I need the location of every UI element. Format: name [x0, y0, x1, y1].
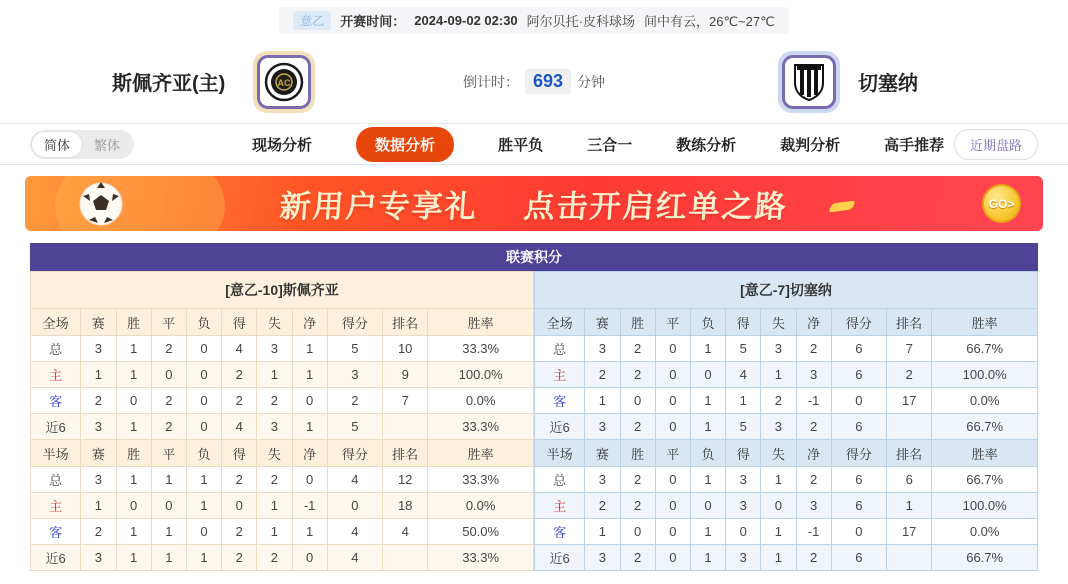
row-label-home: 主 [535, 362, 585, 388]
nav-tab-5[interactable]: 裁判分析 [780, 136, 841, 154]
stat-cell: 0 [292, 388, 327, 414]
stat-cell: 0.0% [932, 388, 1038, 414]
stat-cell: 2 [257, 545, 292, 571]
stat-cell [383, 545, 428, 571]
stat-cell: 2 [620, 362, 655, 388]
stat-cell: 3 [585, 414, 620, 440]
stat-cell: 3 [726, 467, 761, 493]
row-label-total: 总 [535, 336, 585, 362]
stat-cell: 1 [116, 545, 151, 571]
language-toggle [30, 130, 134, 159]
row-label-home: 主 [31, 362, 81, 388]
stat-cell: 0 [116, 493, 151, 519]
stat-cell: 1 [690, 467, 725, 493]
stat-cell: 1 [116, 414, 151, 440]
stat-cell: 3 [257, 336, 292, 362]
stat-cell: 2 [796, 545, 831, 571]
stat-cell: 1 [292, 519, 327, 545]
stat-cell: 3 [585, 467, 620, 493]
home-team-name: 斯佩齐亚(主) [112, 73, 226, 95]
stat-cell: 2 [222, 388, 257, 414]
stat-cell: 0 [831, 519, 886, 545]
stat-cell: 4 [383, 519, 428, 545]
stat-cell [887, 545, 932, 571]
column-header: 全场 [535, 309, 585, 336]
svg-text:AC: AC [277, 77, 291, 88]
stat-cell: 1 [585, 388, 620, 414]
column-header: 负 [690, 309, 725, 336]
column-header: 失 [257, 309, 292, 336]
stat-cell: 12 [383, 467, 428, 493]
column-header: 胜 [116, 309, 151, 336]
home-team-badge-icon [264, 62, 304, 102]
stat-cell: 2 [151, 414, 186, 440]
stat-cell: 3 [81, 545, 116, 571]
stat-cell: 2 [796, 414, 831, 440]
column-header: 平 [655, 309, 690, 336]
stat-cell: 66.7% [932, 336, 1038, 362]
standings-left [30, 271, 534, 571]
lang-traditional-button[interactable]: 繁体 [94, 137, 121, 153]
stat-cell: 3 [796, 493, 831, 519]
match-info-pill [279, 7, 788, 34]
stat-cell: 5 [327, 336, 382, 362]
table-row [31, 545, 534, 571]
stat-cell: 1 [151, 545, 186, 571]
stat-cell: 0 [655, 362, 690, 388]
go-button-label: GO> [988, 196, 1015, 211]
nav-tabs [252, 127, 944, 162]
row-label-home: 主 [31, 493, 81, 519]
stat-cell: 1 [292, 362, 327, 388]
column-header: 胜率 [428, 440, 534, 467]
nav-tab-4[interactable]: 教练分析 [676, 136, 737, 154]
column-header: 全场 [31, 309, 81, 336]
stat-cell: 1 [186, 493, 221, 519]
stat-cell [383, 414, 428, 440]
stat-cell: 0 [655, 414, 690, 440]
stat-cell: -1 [796, 519, 831, 545]
row-label-away: 客 [535, 388, 585, 414]
column-header: 得分 [327, 440, 382, 467]
stat-cell: 6 [831, 362, 886, 388]
banner-text [278, 181, 789, 226]
away-team-badge-icon [790, 62, 828, 102]
stat-cell: 0 [690, 362, 725, 388]
stat-cell [887, 414, 932, 440]
column-header: 得分 [831, 440, 886, 467]
column-header: 净 [796, 309, 831, 336]
standings-title: 联赛积分 [30, 243, 1038, 271]
stat-cell: 0 [690, 493, 725, 519]
stat-cell: 0 [151, 493, 186, 519]
row-label-total: 总 [535, 467, 585, 493]
stat-cell: 10 [383, 336, 428, 362]
row-label-total: 总 [31, 467, 81, 493]
stat-cell: 0 [726, 519, 761, 545]
column-header: 负 [186, 309, 221, 336]
column-header: 胜率 [428, 309, 534, 336]
stat-cell: 3 [796, 362, 831, 388]
countdown-label: 倒计时： [462, 73, 519, 90]
stat-cell: 1 [292, 414, 327, 440]
stat-cell: 33.3% [428, 545, 534, 571]
stat-cell: 17 [887, 388, 932, 414]
weather-text: 间中有云，26℃~27℃ [644, 13, 775, 29]
column-header: 胜率 [932, 309, 1038, 336]
column-header: 失 [257, 440, 292, 467]
row-label-recent: 近6 [31, 545, 81, 571]
stat-cell: 5 [327, 414, 382, 440]
stat-cell: 1 [81, 362, 116, 388]
row-label-recent: 近6 [31, 414, 81, 440]
stat-cell: 17 [887, 519, 932, 545]
stat-cell: 100.0% [932, 493, 1038, 519]
stat-cell: 6 [887, 467, 932, 493]
stat-cell: 2 [887, 362, 932, 388]
stat-cell: 0 [655, 336, 690, 362]
stat-cell: 0.0% [428, 388, 534, 414]
stat-cell: 2 [222, 467, 257, 493]
stat-cell: 3 [81, 414, 116, 440]
stat-cell: 4 [327, 467, 382, 493]
stat-cell: 2 [620, 336, 655, 362]
stat-cell: 1 [116, 467, 151, 493]
table-row [31, 493, 534, 519]
table-row [31, 336, 534, 362]
table-row [535, 493, 1038, 519]
stat-cell: 4 [222, 336, 257, 362]
stat-cell: 4 [222, 414, 257, 440]
stat-cell: 1 [257, 493, 292, 519]
nav-tab-6[interactable]: 高手推荐 [884, 136, 945, 154]
stat-cell: 3 [81, 336, 116, 362]
stat-cell: 2 [796, 336, 831, 362]
stat-cell: 2 [585, 493, 620, 519]
stat-cell: 2 [257, 388, 292, 414]
stat-cell: 3 [257, 414, 292, 440]
stat-cell: 2 [81, 519, 116, 545]
column-header: 赛 [81, 440, 116, 467]
stat-cell: 2 [620, 493, 655, 519]
column-header: 胜率 [932, 440, 1038, 467]
kickoff-label: 开赛时间： [340, 13, 406, 29]
stat-cell: 3 [726, 493, 761, 519]
stat-cell: 0 [151, 362, 186, 388]
stat-cell: 2 [222, 362, 257, 388]
match-header [0, 40, 1068, 124]
stat-cell: 9 [383, 362, 428, 388]
stat-cell: 7 [887, 336, 932, 362]
table-row [31, 467, 534, 493]
row-label-away: 客 [31, 519, 81, 545]
stat-cell: 2 [620, 545, 655, 571]
stat-cell: 18 [383, 493, 428, 519]
stat-cell: 2 [81, 388, 116, 414]
column-header: 排名 [887, 440, 932, 467]
row-label-away: 客 [535, 519, 585, 545]
table-row [535, 414, 1038, 440]
stat-cell: 6 [831, 545, 886, 571]
recent-trend-button[interactable]: 近期盘路 [954, 129, 1038, 160]
stat-cell: 66.7% [932, 467, 1038, 493]
column-header: 失 [761, 309, 796, 336]
stat-cell: 0 [655, 388, 690, 414]
stat-cell: 1 [761, 467, 796, 493]
row-label-total: 总 [31, 336, 81, 362]
stat-cell: 1 [186, 545, 221, 571]
league-standings-section [30, 243, 1038, 571]
stat-cell: 0 [222, 493, 257, 519]
standings-right [534, 271, 1038, 571]
stat-cell: 2 [151, 336, 186, 362]
stat-cell: 1 [151, 467, 186, 493]
column-header: 半场 [31, 440, 81, 467]
table-row [535, 519, 1038, 545]
stat-cell: 66.7% [932, 414, 1038, 440]
stat-cell: 0.0% [932, 519, 1038, 545]
stat-cell: 0 [186, 414, 221, 440]
right-team-header: [意乙-7]切塞纳 [535, 272, 1038, 309]
table-row [31, 414, 534, 440]
stat-cell: 2 [222, 545, 257, 571]
stat-cell: 1 [690, 336, 725, 362]
stat-cell: 0 [186, 388, 221, 414]
stat-cell: 1 [116, 362, 151, 388]
countdown [463, 69, 605, 94]
home-team-logo [253, 51, 315, 113]
venue-text: 阿尔贝托·皮科球场 [526, 13, 635, 29]
soccer-ball-icon [77, 180, 125, 228]
column-header: 得分 [327, 309, 382, 336]
countdown-unit: 分钟 [577, 73, 606, 90]
row-label-recent: 近6 [535, 545, 585, 571]
away-team-logo [778, 51, 840, 113]
column-header: 得 [726, 440, 761, 467]
column-header: 得 [222, 440, 257, 467]
stat-cell: 4 [726, 362, 761, 388]
stat-cell: 1 [690, 414, 725, 440]
column-header: 净 [292, 309, 327, 336]
table-row [535, 362, 1038, 388]
column-header: 胜 [116, 440, 151, 467]
stat-cell: 1 [585, 519, 620, 545]
stat-cell: 1 [690, 519, 725, 545]
stat-cell: 33.3% [428, 467, 534, 493]
column-header: 得分 [831, 309, 886, 336]
stat-cell: 0 [620, 519, 655, 545]
stat-cell: 1 [761, 519, 796, 545]
stat-cell: 2 [222, 519, 257, 545]
stat-cell: 1 [761, 545, 796, 571]
stat-cell: 0 [292, 545, 327, 571]
stat-cell: 1 [81, 493, 116, 519]
home-team-block [112, 51, 315, 113]
stat-cell: 7 [383, 388, 428, 414]
column-header: 平 [655, 440, 690, 467]
table-row [31, 519, 534, 545]
stat-cell: 1 [257, 362, 292, 388]
nav-bar [0, 124, 1068, 165]
column-header: 赛 [585, 440, 620, 467]
column-header: 净 [292, 440, 327, 467]
table-row [535, 467, 1038, 493]
stat-cell: 2 [327, 388, 382, 414]
stat-cell: 0 [761, 493, 796, 519]
top-info-bar [0, 0, 1068, 40]
stat-cell: 3 [585, 336, 620, 362]
stat-cell: 0 [327, 493, 382, 519]
row-label-away: 客 [31, 388, 81, 414]
countdown-value: 693 [525, 69, 571, 94]
stat-cell: 1 [690, 388, 725, 414]
promo-banner[interactable] [25, 176, 1043, 231]
stat-cell: 0 [292, 467, 327, 493]
column-header: 平 [151, 440, 186, 467]
stat-cell: 2 [761, 388, 796, 414]
stat-cell: 0 [620, 388, 655, 414]
stat-cell: 3 [761, 336, 796, 362]
lang-simplified-button[interactable]: 简体 [32, 132, 82, 157]
column-header: 胜 [620, 440, 655, 467]
stat-cell: 0 [186, 362, 221, 388]
stat-cell: 0.0% [428, 493, 534, 519]
stat-cell: 33.3% [428, 414, 534, 440]
table-row [535, 336, 1038, 362]
banner-text-left: 新用户专享礼 [278, 189, 480, 224]
stat-cell: 2 [257, 467, 292, 493]
nav-tab-1[interactable]: 数据分析 [356, 127, 454, 162]
stat-cell: 0 [655, 519, 690, 545]
stat-cell: 2 [151, 388, 186, 414]
stat-cell: 100.0% [428, 362, 534, 388]
table-row [535, 545, 1038, 571]
stat-cell: 3 [327, 362, 382, 388]
stat-cell: 1 [690, 545, 725, 571]
stat-cell: 0 [186, 336, 221, 362]
stat-cell: 6 [831, 493, 886, 519]
stat-cell: 2 [796, 467, 831, 493]
stat-cell: 1 [887, 493, 932, 519]
stat-cell: 6 [831, 414, 886, 440]
stat-cell: -1 [292, 493, 327, 519]
column-header: 得 [726, 309, 761, 336]
stat-cell: 1 [116, 519, 151, 545]
away-team-block [778, 51, 918, 113]
stat-cell: 1 [257, 519, 292, 545]
stat-cell: 33.3% [428, 336, 534, 362]
table-row [535, 388, 1038, 414]
left-team-header: [意乙-10]斯佩齐亚 [31, 272, 534, 309]
kickoff-time: 2024-09-02 02:30 [414, 12, 518, 28]
stat-cell: -1 [796, 388, 831, 414]
stat-cell: 0 [655, 467, 690, 493]
column-header: 排名 [383, 309, 428, 336]
nav-tab-3[interactable]: 三合一 [587, 136, 633, 154]
column-header: 排名 [887, 309, 932, 336]
row-label-home: 主 [535, 493, 585, 519]
row-label-recent: 近6 [535, 414, 585, 440]
banner-gold-decoration [828, 201, 855, 213]
stat-cell: 5 [726, 336, 761, 362]
stat-cell: 0 [116, 388, 151, 414]
stat-cell: 0 [655, 545, 690, 571]
stat-cell: 1 [292, 336, 327, 362]
column-header: 负 [690, 440, 725, 467]
column-header: 半场 [535, 440, 585, 467]
stat-cell: 1 [726, 388, 761, 414]
stat-cell: 1 [116, 336, 151, 362]
column-header: 净 [796, 440, 831, 467]
stat-cell: 2 [620, 414, 655, 440]
stat-cell: 1 [761, 362, 796, 388]
stat-cell: 3 [761, 414, 796, 440]
column-header: 赛 [585, 309, 620, 336]
column-header: 失 [761, 440, 796, 467]
column-header: 排名 [383, 440, 428, 467]
column-header: 负 [186, 440, 221, 467]
stat-cell: 6 [831, 467, 886, 493]
stat-cell: 3 [726, 545, 761, 571]
league-badge: 意乙 [293, 11, 331, 30]
stat-cell: 4 [327, 545, 382, 571]
banner-go-button[interactable] [982, 184, 1021, 223]
banner-text-right: 点击开启红单之路 [522, 189, 790, 224]
column-header: 得 [222, 309, 257, 336]
stat-cell: 2 [620, 467, 655, 493]
stat-cell: 50.0% [428, 519, 534, 545]
column-header: 平 [151, 309, 186, 336]
away-team-name: 切塞纳 [858, 73, 918, 95]
stat-cell: 1 [186, 467, 221, 493]
stat-cell: 3 [585, 545, 620, 571]
stat-cell: 100.0% [932, 362, 1038, 388]
nav-tab-0[interactable]: 现场分析 [252, 136, 313, 154]
column-header: 胜 [620, 309, 655, 336]
stat-cell: 3 [81, 467, 116, 493]
nav-tab-2[interactable]: 胜平负 [498, 136, 544, 154]
stat-cell: 0 [186, 519, 221, 545]
stat-cell: 0 [655, 493, 690, 519]
stat-cell: 2 [585, 362, 620, 388]
stat-cell: 0 [831, 388, 886, 414]
stat-cell: 1 [151, 519, 186, 545]
stat-cell: 66.7% [932, 545, 1038, 571]
stat-cell: 4 [327, 519, 382, 545]
stat-cell: 5 [726, 414, 761, 440]
column-header: 赛 [81, 309, 116, 336]
table-row [31, 388, 534, 414]
table-row [31, 362, 534, 388]
stat-cell: 6 [831, 336, 886, 362]
